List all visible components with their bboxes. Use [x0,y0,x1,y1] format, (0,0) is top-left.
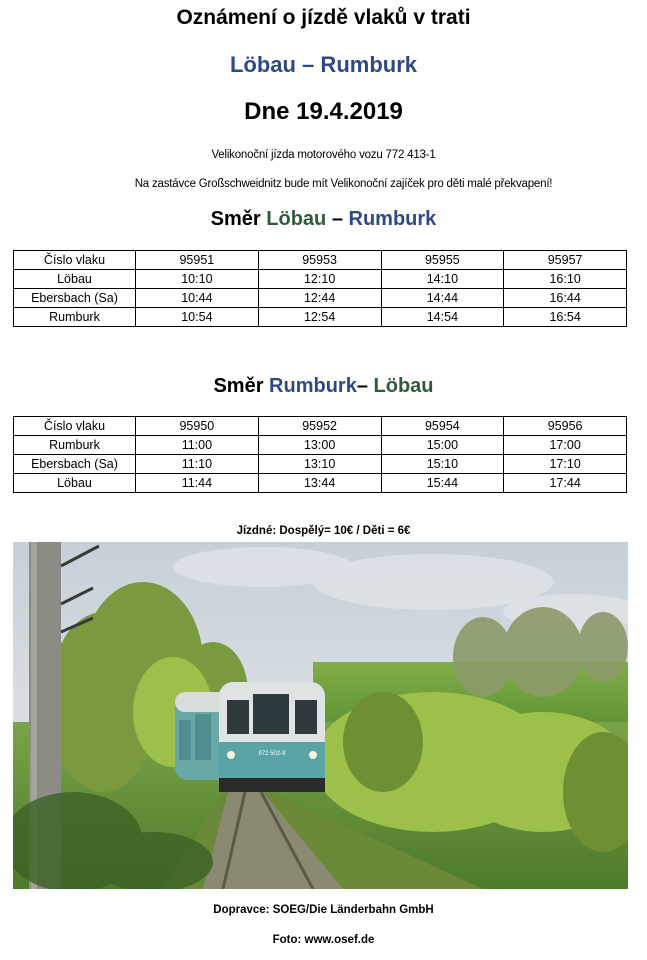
direction-1-from: Löbau [266,208,327,230]
table-row [14,308,627,327]
time-cell: 17:00 [504,436,627,455]
direction-1-prefix: Směr [210,208,267,230]
time-cell: 10:54 [136,308,259,327]
timetable-rumburk-lobau [13,416,627,493]
direction-2-to: Löbau [373,375,434,397]
time-cell: 13:00 [258,436,381,455]
table-row [14,474,627,493]
train-number-cell: 95953 [258,251,381,270]
time-cell: 11:10 [136,455,259,474]
time-cell: 16:44 [504,289,627,308]
train-number-cell: 95952 [258,417,381,436]
date-title: Dne 19.4.2019 [244,98,403,125]
time-cell: 13:10 [258,455,381,474]
time-cell: 10:44 [136,289,259,308]
train-photo [13,542,628,889]
direction-2-from: Rumburk [269,375,357,397]
time-cell: 17:44 [504,474,627,493]
time-cell: 14:44 [381,289,504,308]
table-row [14,270,627,289]
header-cell: Číslo vlaku [14,251,136,270]
time-cell: 16:10 [504,270,627,289]
direction-1-to: Rumburk [348,208,437,230]
station-cell: Rumburk [14,436,136,455]
station-cell: Ebersbach (Sa) [14,289,136,308]
route-title: Löbau – Rumburk [229,52,417,77]
table-row [14,436,627,455]
direction-2-title [0,375,647,398]
page-title: Oznámení o jízdě vlaků v trati [176,6,471,29]
time-cell: 15:00 [381,436,504,455]
time-cell: 15:10 [381,455,504,474]
time-cell: 16:54 [504,308,627,327]
time-cell: 12:10 [258,270,381,289]
time-cell: 11:00 [136,436,259,455]
train-number-cell: 95950 [136,417,259,436]
fare-info: Jízdné: Dospělý= 10€ / Děti = 6€ [236,525,411,537]
train-number-label: 972 502-9 [258,751,286,757]
time-cell: 10:10 [136,270,259,289]
station-cell: Löbau [14,474,136,493]
time-cell: 14:10 [381,270,504,289]
direction-1-dash: – [326,208,349,230]
direction-2-dash: – [356,375,374,397]
train-number-cell: 95957 [504,251,627,270]
operator-info: Dopravce: SOEG/Die Länderbahn GmbH [213,904,434,916]
header-cell: Číslo vlaku [14,417,136,436]
train-number-cell: 95954 [381,417,504,436]
note-easter-bunny: Na zastávce Großschweidnitz bude mít Velikonoční zajíček pro děti malé překvapení! [134,178,553,190]
time-cell: 11:44 [136,474,259,493]
station-cell: Ebersbach (Sa) [14,455,136,474]
note-easter-ride: Velikonoční jízda motorového vozu 772 413-1 [211,149,436,161]
train-number-cell: 95955 [381,251,504,270]
table-row [14,455,627,474]
time-cell: 12:54 [258,308,381,327]
time-cell: 15:44 [381,474,504,493]
station-cell: Rumburk [14,308,136,327]
time-cell: 14:54 [381,308,504,327]
time-cell: 13:44 [258,474,381,493]
time-cell: 17:10 [504,455,627,474]
table-header-row [14,251,627,270]
train-number-cell: 95951 [136,251,259,270]
timetable-lobau-rumburk [13,250,627,327]
table-row [14,289,627,308]
direction-2-prefix: Směr [213,375,270,397]
time-cell: 12:44 [258,289,381,308]
table-header-row [14,417,627,436]
direction-1-title [0,208,647,231]
train-number-cell: 95956 [504,417,627,436]
station-cell: Löbau [14,270,136,289]
photo-credit: Foto: www.osef.de [272,934,375,946]
